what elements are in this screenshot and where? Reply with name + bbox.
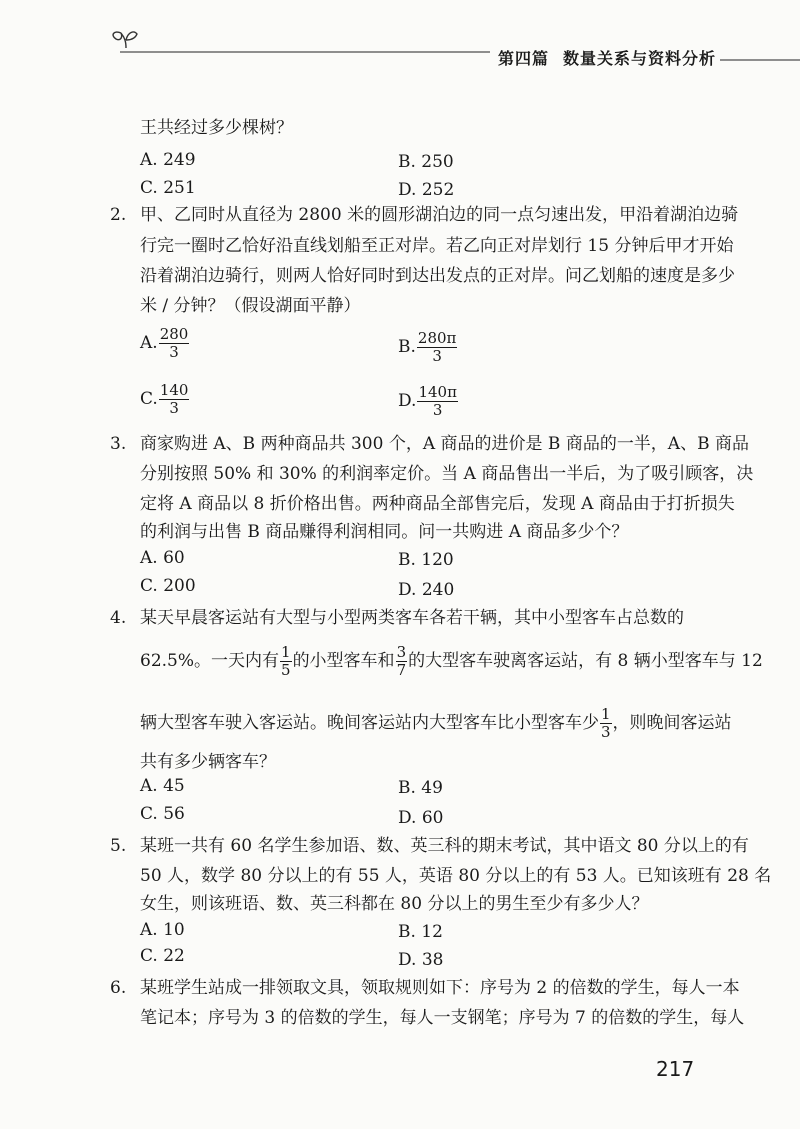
page-number: 217 bbox=[656, 1057, 695, 1081]
question-text: 米 / 分钟？（假设湖面平静） bbox=[140, 296, 361, 316]
fraction: $\frac{280\pi}{3}$ bbox=[417, 329, 457, 365]
question-text: 某班学生站成一排领取文具，领取规则如下：序号为 2 的倍数的学生，每人一本 bbox=[140, 978, 740, 998]
fraction: $\frac{1}{3}$ bbox=[601, 705, 611, 741]
question-text: 62.5%。一天内有 $\frac{1}{5}$ 的小型客车和 $\frac{3}{7}$ 的大型客车驶离客运站，有 8 辆小型客车与 12 bbox=[140, 643, 763, 679]
fraction: $\frac{140\pi}{3}$ bbox=[418, 383, 457, 419]
option-d: D. 252 bbox=[398, 180, 455, 200]
question-text: 定将 A 商品以 8 折价格出售。两种商品全部售完后，发现 A 商品由于打折损失 bbox=[140, 494, 735, 514]
option-d: D. 38 bbox=[398, 950, 444, 970]
option-b: B. 12 bbox=[398, 922, 443, 942]
section-title bbox=[494, 46, 720, 69]
part-label: 第四篇 bbox=[498, 49, 550, 68]
question-text: 女生，则该班语、数、英三科都在 80 分以上的男生至少有多少人？ bbox=[140, 894, 649, 914]
fraction: $\frac{1}{5}$ bbox=[281, 643, 291, 679]
question-text: 商家购进 A、B 两种商品共 300 个，A 商品的进价是 B 商品的一半，A、B 商品 bbox=[140, 434, 749, 454]
fraction: $\frac{3}{7}$ bbox=[396, 643, 407, 679]
option-c: C. $\frac{140}{3}$ bbox=[140, 381, 189, 417]
option-a: A. 45 bbox=[140, 776, 185, 796]
option-b: B. 49 bbox=[398, 778, 443, 798]
question-text: 分别按照 50% 和 30% 的利润率定价。当 A 商品售出一半后，为了吸引顾客，决 bbox=[140, 464, 754, 484]
option-d: D. $\frac{140\pi}{3}$ bbox=[398, 383, 457, 419]
option-d: D. 240 bbox=[398, 580, 455, 600]
option-b: B. 250 bbox=[398, 152, 454, 172]
option-c: C. 56 bbox=[140, 804, 185, 824]
question-text: 共有多少辆客车？ bbox=[140, 752, 276, 772]
question-text: 甲、乙同时从直径为 2800 米的圆形湖泊边的同一点匀速出发，甲沿着湖泊边骑 bbox=[140, 205, 739, 225]
question-text: 的利润与出售 B 商品赚得利润相同。问一共购进 A 商品多少个？ bbox=[140, 522, 629, 542]
fraction: $\frac{280}{3}$ bbox=[159, 325, 189, 361]
question-number: 4. bbox=[110, 608, 127, 628]
question-number: 5. bbox=[110, 836, 127, 856]
question-text: 行完一圈时乙恰好沿直线划船至正对岸。若乙向正对岸划行 15 分钟后甲才开始 bbox=[140, 236, 734, 256]
question-text: 沿着湖泊边骑行，则两人恰好同时到达出发点的正对岸。问乙划船的速度是多少 bbox=[140, 266, 735, 286]
question-number: 6. bbox=[110, 978, 127, 998]
question-text: 笔记本；序号为 3 的倍数的学生，每人一支钢笔；序号为 7 的倍数的学生，每人 bbox=[140, 1008, 745, 1028]
question-text: 50 人，数学 80 分以上的有 55 人，英语 80 分以上的有 53 人。已知该班有 28 名 bbox=[140, 866, 772, 886]
question-text: 王共经过多少棵树？ bbox=[140, 118, 293, 138]
fraction: $\frac{140}{3}$ bbox=[159, 381, 189, 417]
option-a: A. 249 bbox=[140, 150, 196, 170]
option-a: A. 10 bbox=[140, 920, 185, 940]
question-number: 3. bbox=[110, 434, 127, 454]
question-text: 某班一共有 60 名学生参加语、数、英三科的期末考试，其中语文 80 分以上的有 bbox=[140, 836, 749, 856]
option-a: A. $\frac{280}{3}$ bbox=[140, 325, 189, 361]
question-text: 某天早晨客运站有大型与小型两类客车各若干辆，其中小型客车占总数的 bbox=[140, 608, 684, 628]
option-c: C. 251 bbox=[140, 178, 196, 198]
question-text: 辆大型客车驶入客运站。晚间客运站内大型客车比小型客车少 $\frac{1}{3}$ ，则晚间客运站 bbox=[140, 705, 732, 741]
section-name: 数量关系与资料分析 bbox=[563, 49, 717, 68]
page-header bbox=[0, 0, 800, 80]
option-b: B. 120 bbox=[398, 550, 454, 570]
option-d: D. 60 bbox=[398, 808, 444, 828]
option-c: C. 22 bbox=[140, 946, 185, 966]
option-a: A. 60 bbox=[140, 548, 185, 568]
option-b: B. $\frac{280\pi}{3}$ bbox=[398, 329, 457, 365]
question-number: 2. bbox=[110, 205, 127, 225]
option-c: C. 200 bbox=[140, 576, 196, 596]
sprout-icon bbox=[113, 32, 137, 48]
